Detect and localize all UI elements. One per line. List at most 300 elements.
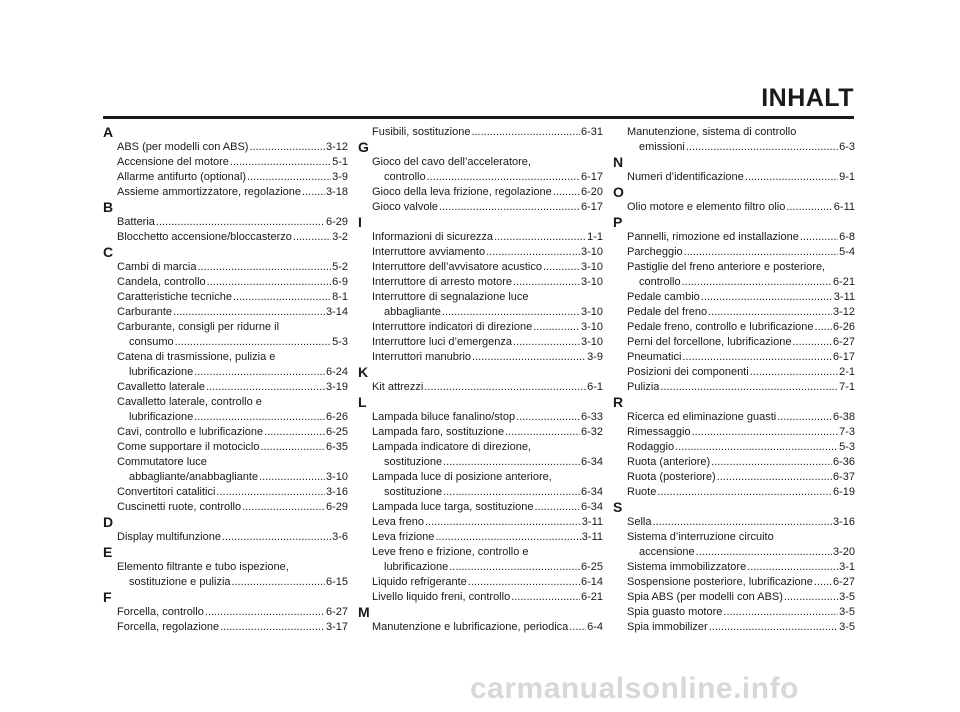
index-entry-page: 1-1 bbox=[587, 231, 603, 243]
dot-leader bbox=[468, 575, 580, 590]
index-entry-page: 6-14 bbox=[580, 576, 603, 588]
index-entry bbox=[358, 185, 603, 200]
index-entry bbox=[613, 200, 855, 215]
index-entry-page: 3-10 bbox=[580, 336, 603, 348]
index-entry-text: Olio motore e elemento filtro olio bbox=[627, 201, 786, 213]
index-entry-text: Forcella, regolazione bbox=[117, 621, 220, 633]
index-entry-page: 3-11 bbox=[581, 531, 603, 543]
index-entry-page: 6-15 bbox=[325, 576, 348, 588]
page-title: INHALT bbox=[761, 84, 854, 112]
index-letter-heading: O bbox=[613, 184, 624, 200]
index-entry-text: Posizioni dei componenti bbox=[627, 366, 749, 378]
index-entry-text: Interruttori manubrio bbox=[372, 351, 472, 363]
index-entry-page: 3-14 bbox=[325, 306, 348, 318]
index-entry-text: Cuscinetti ruote, controllo bbox=[117, 501, 242, 513]
index-entry-page: 6-1 bbox=[587, 381, 603, 393]
dot-leader bbox=[222, 530, 331, 545]
index-entry bbox=[103, 290, 348, 305]
index-entry-page: 7-1 bbox=[839, 381, 855, 393]
index-entry-page: 6-29 bbox=[325, 501, 348, 513]
index-entry-text: Gioco valvole bbox=[372, 201, 439, 213]
index-entry-text: lubrificazione bbox=[129, 366, 194, 378]
index-entry-text: Interruttore indicatori di direzione bbox=[372, 321, 533, 333]
index-entry-text: Spia guasto motore bbox=[627, 606, 723, 618]
index-entry-text: Pastiglie del freno anteriore e posteriore, bbox=[627, 261, 826, 273]
dot-leader bbox=[750, 365, 838, 380]
index-entry-page: 6-11 bbox=[833, 201, 855, 213]
index-entry-text: ABS (per modelli con ABS) bbox=[117, 141, 249, 153]
index-entry-text: Lampada luce di posizione anteriore, bbox=[372, 471, 552, 483]
index-column-2 bbox=[358, 125, 603, 635]
index-entry bbox=[103, 395, 348, 425]
dot-leader bbox=[435, 530, 580, 545]
index-entry-page: 6-34 bbox=[580, 501, 603, 513]
index-entry-text: emissioni bbox=[639, 141, 685, 153]
index-entry-page: 6-27 bbox=[325, 606, 348, 618]
index-entry-text: Cavi, controllo e lubrificazione bbox=[117, 426, 264, 438]
index-entry bbox=[613, 590, 855, 605]
dot-leader bbox=[471, 125, 580, 140]
index-entry-text: Pedale cambio bbox=[627, 291, 700, 303]
index-entry-page: 3-5 bbox=[839, 621, 855, 633]
index-entry-text: Elemento filtrante e tubo ispezione, bbox=[117, 561, 289, 573]
index-entry-page: 6-31 bbox=[580, 126, 603, 138]
index-entry bbox=[358, 230, 603, 245]
index-entry-page: 6-17 bbox=[580, 201, 603, 213]
index-entry bbox=[103, 275, 348, 290]
index-entry-text: Gioco del cavo dell’acceleratore, bbox=[372, 156, 531, 168]
index-entry-page: 3-9 bbox=[332, 171, 348, 183]
index-entry-text: abbagliante bbox=[384, 306, 441, 318]
index-letter-heading: B bbox=[103, 199, 114, 215]
dot-leader bbox=[696, 545, 832, 560]
index-entry-text: abbagliante/anabbagliante bbox=[129, 471, 259, 483]
index-entry bbox=[358, 425, 603, 440]
index-entry-page: 6-33 bbox=[580, 411, 603, 423]
index-entry bbox=[358, 545, 603, 575]
dot-leader bbox=[675, 440, 838, 455]
dot-leader bbox=[569, 620, 586, 635]
dot-leader bbox=[449, 560, 580, 575]
dot-leader bbox=[553, 185, 580, 200]
dot-leader bbox=[486, 245, 580, 260]
index-entry bbox=[358, 575, 603, 590]
index-entry bbox=[103, 350, 348, 380]
index-entry bbox=[613, 245, 855, 260]
index-entry bbox=[613, 125, 855, 155]
index-entry bbox=[103, 455, 348, 485]
index-entry bbox=[613, 170, 855, 185]
index-entry-page: 6-37 bbox=[832, 471, 855, 483]
index-entry-text: Lampada faro, sostituzione bbox=[372, 426, 505, 438]
index-entry-page: 6-26 bbox=[832, 321, 855, 333]
index-entry-page: 3-10 bbox=[580, 276, 603, 288]
dot-leader bbox=[657, 485, 832, 500]
index-letter-heading: G bbox=[358, 139, 369, 155]
index-entry bbox=[358, 590, 603, 605]
index-entry-text: Pedale freno, controllo e lubrificazione bbox=[627, 321, 814, 333]
index-entry-text: Assieme ammortizzatore, regolazione bbox=[117, 186, 302, 198]
index-entry-page: 6-17 bbox=[832, 351, 855, 363]
index-entry-text: Forcella, controllo bbox=[117, 606, 204, 618]
dot-leader bbox=[443, 485, 580, 500]
dot-leader bbox=[216, 485, 325, 500]
index-column-1 bbox=[103, 125, 348, 635]
index-entry bbox=[358, 530, 603, 545]
index-entry bbox=[103, 485, 348, 500]
index-entry-text: Kit attrezzi bbox=[372, 381, 424, 393]
index-entry bbox=[613, 425, 855, 440]
index-entry-text: Ruota (anteriore) bbox=[627, 456, 711, 468]
index-entry bbox=[613, 605, 855, 620]
index-entry bbox=[358, 500, 603, 515]
index-entry-text: sostituzione e pulizia bbox=[129, 576, 231, 588]
index-letter-heading: S bbox=[613, 499, 623, 515]
dot-leader bbox=[233, 290, 331, 305]
dot-leader bbox=[505, 425, 580, 440]
index-entry-text: sostituzione bbox=[384, 486, 443, 498]
dot-leader bbox=[777, 410, 832, 425]
index-entry bbox=[613, 485, 855, 500]
index-entry-text: Ruote bbox=[627, 486, 657, 498]
index-entry-text: Accensione del motore bbox=[117, 156, 229, 168]
dot-leader bbox=[173, 305, 325, 320]
dot-leader bbox=[220, 620, 325, 635]
index-entry-page: 3-19 bbox=[325, 381, 348, 393]
index-entry bbox=[613, 470, 855, 485]
index-entry bbox=[358, 320, 603, 335]
index-entry-page: 6-4 bbox=[587, 621, 603, 633]
index-letter-heading: A bbox=[103, 124, 114, 140]
index-entry-page: 3-16 bbox=[325, 486, 348, 498]
dot-leader bbox=[717, 470, 832, 485]
index-entry-page: 6-29 bbox=[325, 216, 348, 228]
dot-leader bbox=[682, 350, 832, 365]
dot-leader bbox=[207, 275, 331, 290]
index-entry-page: 6-27 bbox=[832, 576, 855, 588]
index-entry-page: 6-34 bbox=[580, 456, 603, 468]
index-entry bbox=[103, 305, 348, 320]
index-entry bbox=[103, 215, 348, 230]
index-entry bbox=[613, 320, 855, 335]
index-entry-text: Ricerca ed eliminazione guasti bbox=[627, 411, 777, 423]
index-letter-heading: M bbox=[358, 604, 370, 620]
index-entry-text: accensione bbox=[639, 546, 695, 558]
index-entry-text: Spia ABS (per modelli con ABS) bbox=[627, 591, 783, 603]
index-entry-text: consumo bbox=[129, 336, 174, 348]
dot-leader bbox=[260, 440, 325, 455]
index-entry-text: Batteria bbox=[117, 216, 155, 228]
dot-leader bbox=[686, 140, 838, 155]
index-entry bbox=[103, 500, 348, 515]
index-entry-text: Leva frizione bbox=[372, 531, 435, 543]
index-entry-text: lubrificazione bbox=[384, 561, 449, 573]
index-entry-text: Informazioni di sicurezza bbox=[372, 231, 494, 243]
index-entry-page: 3-12 bbox=[325, 141, 348, 153]
dot-leader bbox=[533, 320, 580, 335]
index-entry-page: 3-5 bbox=[839, 606, 855, 618]
index-entry-text: Sospensione posteriore, lubrificazione bbox=[627, 576, 813, 588]
dot-leader bbox=[427, 170, 580, 185]
dot-leader bbox=[443, 455, 580, 470]
index-entry-text: Interruttore luci d’emergenza bbox=[372, 336, 513, 348]
index-entry-page: 6-17 bbox=[580, 171, 603, 183]
title-rule bbox=[103, 116, 854, 119]
index-entry-page: 8-1 bbox=[332, 291, 348, 303]
index-letter-heading: D bbox=[103, 514, 114, 530]
index-entry-text: Sistema immobilizzatore bbox=[627, 561, 747, 573]
index-entry bbox=[358, 125, 603, 140]
index-entry bbox=[613, 455, 855, 470]
index-entry-page: 6-36 bbox=[832, 456, 855, 468]
index-entry-text: Carburante, consigli per ridurne il bbox=[117, 321, 280, 333]
index-entry bbox=[103, 140, 348, 155]
index-entry-page: 6-24 bbox=[325, 366, 348, 378]
dot-leader bbox=[175, 335, 331, 350]
index-entry bbox=[613, 440, 855, 455]
index-entry-text: controllo bbox=[384, 171, 426, 183]
index-entry-text: Interruttore avviamento bbox=[372, 246, 486, 258]
index-entry-text: Pannelli, rimozione ed installazione bbox=[627, 231, 799, 243]
dot-leader bbox=[692, 425, 839, 440]
dot-leader bbox=[424, 380, 586, 395]
dot-leader bbox=[442, 305, 580, 320]
index-entry-page: 3-11 bbox=[581, 516, 603, 528]
index-entry-text: Ruota (posteriore) bbox=[627, 471, 716, 483]
index-entry-text: Interruttore di arresto motore bbox=[372, 276, 513, 288]
dot-leader bbox=[247, 170, 331, 185]
index-letter-heading: P bbox=[613, 214, 623, 230]
index-entry bbox=[103, 170, 348, 185]
index-entry-text: Fusibili, sostituzione bbox=[372, 126, 471, 138]
index-entry-text: Manutenzione e lubrificazione, periodica bbox=[372, 621, 569, 633]
index-entry-text: Livello liquido freni, controllo bbox=[372, 591, 511, 603]
dot-leader bbox=[814, 575, 832, 590]
index-entry bbox=[613, 290, 855, 305]
index-entry bbox=[613, 305, 855, 320]
dot-leader bbox=[425, 515, 581, 530]
dot-leader bbox=[682, 275, 832, 290]
index-entry-text: Caratteristiche tecniche bbox=[117, 291, 232, 303]
watermark: carmanualsonline.info bbox=[470, 672, 799, 705]
dot-leader bbox=[249, 140, 325, 155]
index-entry-text: Sella bbox=[627, 516, 652, 528]
index-entry-text: Cavalletto laterale, controllo e bbox=[117, 396, 262, 408]
index-entry-text: sostituzione bbox=[384, 456, 443, 468]
index-entry-text: Cambi di marcia bbox=[117, 261, 197, 273]
dot-leader bbox=[786, 200, 832, 215]
index-entry bbox=[358, 410, 603, 425]
index-entry-page: 6-3 bbox=[839, 141, 855, 153]
index-entry-text: Lampada indicatore di direzione, bbox=[372, 441, 531, 453]
dot-leader bbox=[194, 365, 325, 380]
index-entry-page: 3-18 bbox=[325, 186, 348, 198]
index-entry-page: 6-9 bbox=[332, 276, 348, 288]
index-entry bbox=[358, 275, 603, 290]
index-entry-page: 5-2 bbox=[332, 261, 348, 273]
dot-leader bbox=[701, 290, 833, 305]
dot-leader bbox=[800, 230, 838, 245]
index-entry-text: Blocchetto accensione/bloccasterzo bbox=[117, 231, 292, 243]
dot-leader bbox=[205, 605, 325, 620]
index-entry bbox=[613, 230, 855, 245]
dot-leader bbox=[513, 335, 580, 350]
index-letter-heading: E bbox=[103, 544, 113, 560]
dot-leader bbox=[206, 380, 325, 395]
dot-leader bbox=[472, 350, 586, 365]
index-entry-text: Manutenzione, sistema di controllo bbox=[627, 126, 797, 138]
index-entry bbox=[103, 560, 348, 590]
index-entry-text: Candela, controllo bbox=[117, 276, 206, 288]
index-entry-text: Rimessaggio bbox=[627, 426, 691, 438]
dot-leader bbox=[302, 185, 325, 200]
index-entry-page: 6-25 bbox=[325, 426, 348, 438]
index-entry-text: Commutatore luce bbox=[117, 456, 207, 468]
dot-leader bbox=[784, 590, 838, 605]
index-entry-text: Perni del forcellone, lubrificazione bbox=[627, 336, 792, 348]
index-entry bbox=[358, 200, 603, 215]
index-entry-page: 6-38 bbox=[832, 411, 855, 423]
dot-leader bbox=[709, 620, 838, 635]
index-letter-heading: L bbox=[358, 394, 367, 410]
dot-leader bbox=[543, 260, 580, 275]
dot-leader bbox=[711, 455, 832, 470]
index-entry-page: 7-3 bbox=[839, 426, 855, 438]
index-entry bbox=[358, 470, 603, 500]
index-entry bbox=[613, 575, 855, 590]
index-entry bbox=[103, 530, 348, 545]
index-letter-heading: N bbox=[613, 154, 624, 170]
index-entry-text: Allarme antifurto (optional) bbox=[117, 171, 247, 183]
index-entry-page: 3-1 bbox=[839, 561, 855, 573]
index-entry-text: Spia immobilizer bbox=[627, 621, 708, 633]
index-entry-page: 6-8 bbox=[839, 231, 855, 243]
dot-leader bbox=[534, 500, 580, 515]
index-entry-text: Interruttore di segnalazione luce bbox=[372, 291, 529, 303]
index-entry bbox=[358, 440, 603, 470]
index-entry bbox=[613, 365, 855, 380]
dot-leader bbox=[232, 575, 325, 590]
index-entry-text: Numeri d’identificazione bbox=[627, 171, 744, 183]
index-entry-text: Convertitori catalitici bbox=[117, 486, 216, 498]
index-entry bbox=[103, 320, 348, 350]
index-entry bbox=[613, 410, 855, 425]
index-entry-text: Sistema d’interruzione circuito bbox=[627, 531, 774, 543]
dot-leader bbox=[516, 410, 580, 425]
dot-leader bbox=[513, 275, 580, 290]
dot-leader bbox=[259, 470, 325, 485]
index-entry bbox=[103, 185, 348, 200]
index-entry-text: lubrificazione bbox=[129, 411, 194, 423]
index-entry bbox=[358, 290, 603, 320]
index-entry-text: Catena di trasmissione, pulizia e bbox=[117, 351, 276, 363]
index-entry-page: 6-32 bbox=[580, 426, 603, 438]
dot-leader bbox=[723, 605, 838, 620]
index-entry-text: Interruttore dell’avvisatore acustico bbox=[372, 261, 542, 273]
dot-leader bbox=[156, 215, 325, 230]
dot-leader bbox=[242, 500, 325, 515]
index-entry bbox=[613, 560, 855, 575]
index-entry-text: Gioco della leva frizione, regolazione bbox=[372, 186, 552, 198]
index-entry-text: Leve freno e frizione, controllo e bbox=[372, 546, 529, 558]
index-entry-text: Parcheggio bbox=[627, 246, 683, 258]
index-entry-page: 3-10 bbox=[580, 306, 603, 318]
index-entry bbox=[103, 230, 348, 245]
index-entry-page: 5-1 bbox=[332, 156, 348, 168]
index-entry bbox=[613, 260, 855, 290]
index-entry bbox=[103, 425, 348, 440]
index-entry-page: 3-10 bbox=[580, 246, 603, 258]
index-entry-text: Carburante bbox=[117, 306, 173, 318]
index-letter-heading: F bbox=[103, 589, 112, 605]
index-entry-text: Cavalletto laterale bbox=[117, 381, 206, 393]
dot-leader bbox=[264, 425, 325, 440]
dot-leader bbox=[194, 410, 325, 425]
index-entry bbox=[613, 530, 855, 560]
index-entry-page: 3-11 bbox=[833, 291, 855, 303]
index-entry bbox=[613, 380, 855, 395]
dot-leader bbox=[792, 335, 831, 350]
index-letter-heading: K bbox=[358, 364, 369, 380]
dot-leader bbox=[815, 320, 832, 335]
index-entry bbox=[613, 620, 855, 635]
index-column-3 bbox=[613, 125, 855, 635]
index-entry-page: 3-9 bbox=[587, 351, 603, 363]
index-entry-page: 6-21 bbox=[832, 276, 855, 288]
index-entry-page: 6-34 bbox=[580, 486, 603, 498]
dot-leader bbox=[494, 230, 586, 245]
index-entry bbox=[103, 260, 348, 275]
index-entry-text: Liquido refrigerante bbox=[372, 576, 467, 588]
index-entry bbox=[103, 605, 348, 620]
dot-leader bbox=[230, 155, 331, 170]
index-entry-page: 3-5 bbox=[839, 591, 855, 603]
index-entry-page: 6-19 bbox=[832, 486, 855, 498]
index-entry-page: 3-10 bbox=[580, 261, 603, 273]
index-entry-page: 5-3 bbox=[332, 336, 348, 348]
index-entry-page: 6-27 bbox=[832, 336, 855, 348]
dot-leader bbox=[708, 305, 832, 320]
index-entry-text: Display multifunzione bbox=[117, 531, 221, 543]
index-entry bbox=[358, 260, 603, 275]
index-entry-page: 9-1 bbox=[839, 171, 855, 183]
index-entry-page: 6-35 bbox=[325, 441, 348, 453]
index-entry bbox=[358, 620, 603, 635]
dot-leader bbox=[684, 245, 838, 260]
index-entry bbox=[358, 155, 603, 185]
index-entry bbox=[358, 515, 603, 530]
index-letter-heading: I bbox=[358, 214, 362, 230]
index-entry-text: Come supportare il motociclo bbox=[117, 441, 260, 453]
index-letter-heading: R bbox=[613, 394, 624, 410]
index-entry-page: 3-10 bbox=[580, 321, 603, 333]
index-entry bbox=[613, 515, 855, 530]
index-entry-page: 3-10 bbox=[325, 471, 348, 483]
dot-leader bbox=[511, 590, 580, 605]
index-entry bbox=[358, 380, 603, 395]
index-entry-page: 6-26 bbox=[325, 411, 348, 423]
index-letter-heading: C bbox=[103, 244, 114, 260]
index-entry-page: 6-25 bbox=[580, 561, 603, 573]
index-entry-page: 3-20 bbox=[832, 546, 855, 558]
dot-leader bbox=[293, 230, 331, 245]
index-entry bbox=[358, 335, 603, 350]
index-entry bbox=[613, 350, 855, 365]
index-entry-page: 6-20 bbox=[580, 186, 603, 198]
index-entry-text: Pneumatici bbox=[627, 351, 682, 363]
index-entry-page: 3-2 bbox=[332, 231, 348, 243]
dot-leader bbox=[439, 200, 580, 215]
